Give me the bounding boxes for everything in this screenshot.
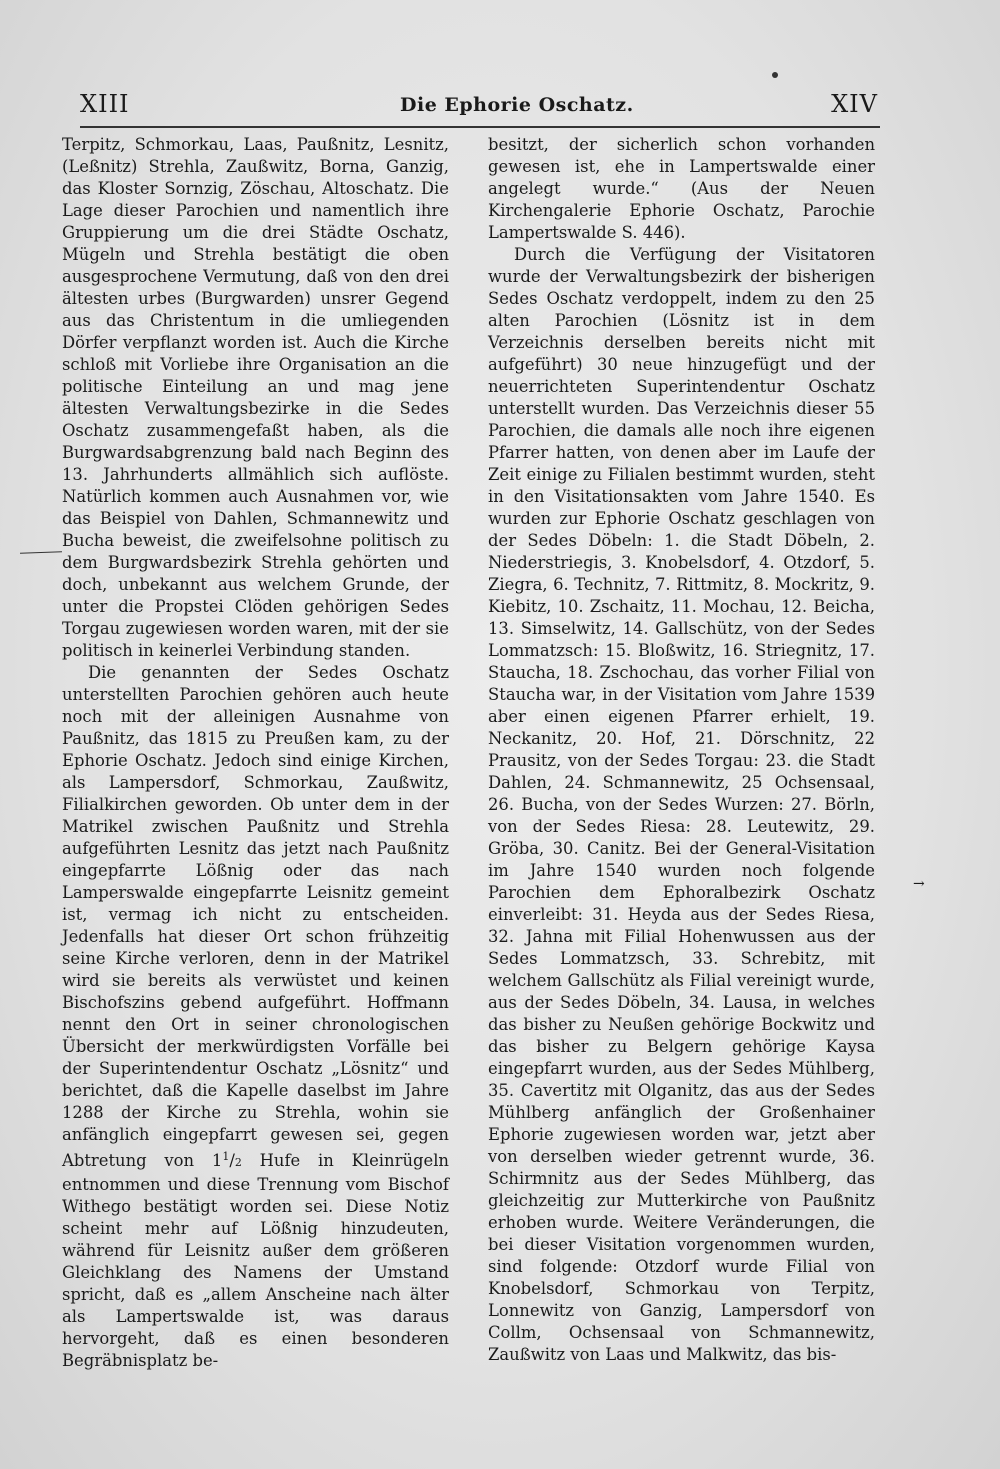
- fraction-numerator: 1: [222, 1150, 230, 1163]
- right-column: [488, 134, 875, 1366]
- margin-mark-right: →: [913, 876, 925, 892]
- left-paragraph-2-part-b: Hufe in Kleinrügeln entnommen und diese Trennung vom Bischof Withego bestätigt worden sei. Diese Notiz scheint mehr auf Lößnig hinzudeuten, während für Leisnitz außer dem größeren Gleichklang des Namens der Umstand spricht, daß es „allem Anscheine nach älter als Lampertswalde ist, was daraus hervorgeht, daß es einen besonderen Begräbnisplatz be-: [62, 1151, 449, 1370]
- header-rule: [80, 126, 880, 128]
- right-paragraph-2: Durch die Verfügung der Visitatoren wurde der Verwaltungsbezirk der bisherigen Sedes Oschatz verdoppelt, indem zu den 25 alten Parochien (Lösnitz ist in dem Verzeichnis derselben bereits nicht mit aufgeführt) 30 neue hinzugefügt und der neuerrichteten Superintendentur Oschatz unterstellt wurden. Das Verzeichnis dieser 55 Parochien, die damals alle noch ihre eigenen Pfarrer hatten, von denen aber im Laufe der Zeit einige zu Filialen bestimmt wurden, steht in den Visitationsakten vom Jahre 1540. Es wurden zur Ephorie Oschatz geschlagen von der Sedes Döbeln: 1. die Stadt Döbeln, 2. Niederstriegis, 3. Knobelsdorf, 4. Otzdorf, 5. Ziegra, 6. Technitz, 7. Rittmitz, 8. Mockritz, 9. Kiebitz, 10. Zschaitz, 11. Mochau, 12. Beicha, 13. Simselwitz, 14. Gallschütz, von der Sedes Lommatzsch: 15. Bloßwitz, 16. Striegnitz, 17. Staucha, 18. Zschochau, das vorher Filial von Staucha war, in der Visitation vom Jahre 1539 aber einen eigenen Pfarrer erhielt, 19. Neckanitz, 20. Hof, 21. Dörschnitz, 22 Prausitz, von der Sedes Torgau: 23. die Stadt Dahlen, 24. Schmannewitz, 25 Ochsensaal, 26. Bucha, von der Sedes Wurzen: 27. Börln, von der Sedes Riesa: 28. Leutewitz, 29. Gröba, 30. Canitz. Bei der General-Visitation im Jahre 1540 wurden noch folgende Parochien dem Ephoralbezirk Oschatz einverleibt: 31. Heyda aus der Sedes Riesa, 32. Jahna mit Filial Hohenwussen aus der Sedes Lommatzsch, 33. Schrebitz, mit welchem Gallschütz als Filial vereinigt wurde, aus der Sedes Döbeln, 34. Lausa, in welches das bisher zu Neußen gehörige Bockwitz und das bisher zu Belgern gehörige Kaysa eingepfarrt wurden, aus der Sedes Mühlberg, 35. Cavertitz mit Olganitz, das aus der Sedes Mühlberg anfänglich der Großenhainer Ephorie zugewiesen worden war, jetzt aber von derselben wieder getrennt wurde, 36. Schirmnitz aus der Sedes Mühlberg, das gleichzeitig zur Mutterkirche von Paußnitz erhoben wurde. Weitere Veränderungen, die bei dieser Visitation vorgenommen wurden, sind folgende: Otzdorf wurde Filial von Knobelsdorf, Schmorkau von Terpitz, Lonnewitz von Ganzig, Lampersdorf von Collm, Ochsensaal von Schmannewitz, Zaußwitz von Laas und Malkwitz, das bis-: [488, 245, 875, 1364]
- page-number-right: XIV: [831, 90, 878, 118]
- fraction-denominator: 2: [234, 1156, 242, 1169]
- left-paragraph-1: Terpitz, Schmorkau, Laas, Paußnitz, Lesnitz, (Leßnitz) Strehla, Zaußwitz, Borna, Ganzig, das Kloster Sornzig, Zöschau, Altoschatz. Die Lage dieser Parochien und namentlich ihre Gruppierung um die drei Städte Oschatz, Mügeln und Strehla bestätigt die oben ausgesprochene Vermutung, daß von den drei ältesten urbes (Burgwarden) unsrer Gegend aus das Christentum in die umliegenden Dörfer verpflanzt worden ist. Auch die Kirche schloß mit Vorliebe ihre Organisation an die politische Einteilung an und mag jene ältesten Verwaltungsbezirke in die Sedes Oschatz zusammengefaßt haben, als die Burgwardsabgrenzung bald nach Beginn des 13. Jahrhunderts allmählich sich auflöste. Natürlich kommen auch Ausnahmen vor, wie das Beispiel von Dahlen, Schmannewitz und Bucha beweist, die zweifelsohne politisch zu dem Burgwardsbezirk Strehla gehörten und doch, unbekannt aus welchem Grunde, der unter die Propstei Clöden gehörigen Sedes Torgau zugewiesen worden waren, mit der sie politisch in keinerlei Verbindung standen.: [62, 135, 449, 660]
- left-column: [62, 134, 449, 1372]
- left-paragraph-2: [62, 662, 449, 1372]
- margin-pencil-line: [20, 551, 62, 553]
- page-number-left: XIII: [80, 90, 130, 118]
- right-paragraph-1: besitzt, der sicherlich schon vorhanden gewesen ist, ehe in Lampertswalde einer angelegt wurde.“ (Aus der Neuen Kirchengalerie Ephorie Oschatz, Parochie Lampertswalde S. 446).: [488, 135, 875, 242]
- page-header: [80, 90, 880, 130]
- running-title: Die Ephorie Oschatz.: [400, 94, 634, 116]
- left-paragraph-2-part-a: Die genannten der Sedes Oschatz unterstellten Parochien gehören auch heute noch mit der alleinigen Ausnahme von Paußnitz, das 1815 zu Preußen kam, zu der Ephorie Oschatz. Jedoch sind einige Kirchen, als Lampersdorf, Schmorkau, Zaußwitz, Filialkirchen geworden. Ob unter dem in der Matrikel zwischen Paußnitz und Strehla aufgeführten Lesnitz das jetzt nach Paußnitz eingepfarrte Lößnig oder das nach Lamperswalde eingepfarrte Leisnitz gemeint ist, vermag ich nicht zu entscheiden. Jedenfalls hat dieser Ort schon frühzeitig seine Kirche verloren, denn in der Matrikel wird sie bereits als verwüstet und keinen Bischofszins gebend aufgeführt. Hoffmann nennt den Ort in seiner chronologischen Übersicht der merkwürdigsten Vorfälle bei der Superintendentur Oschatz „Lösnitz“ und berichtet, daß die Kapelle daselbst im Jahre 1288 der Kirche zu Strehla, wohin sie anfänglich eingepfarrt gewesen sei, gegen Abtretung von 1: [62, 663, 449, 1170]
- fraction-slash: /: [229, 1151, 235, 1170]
- ink-dot: [772, 72, 778, 78]
